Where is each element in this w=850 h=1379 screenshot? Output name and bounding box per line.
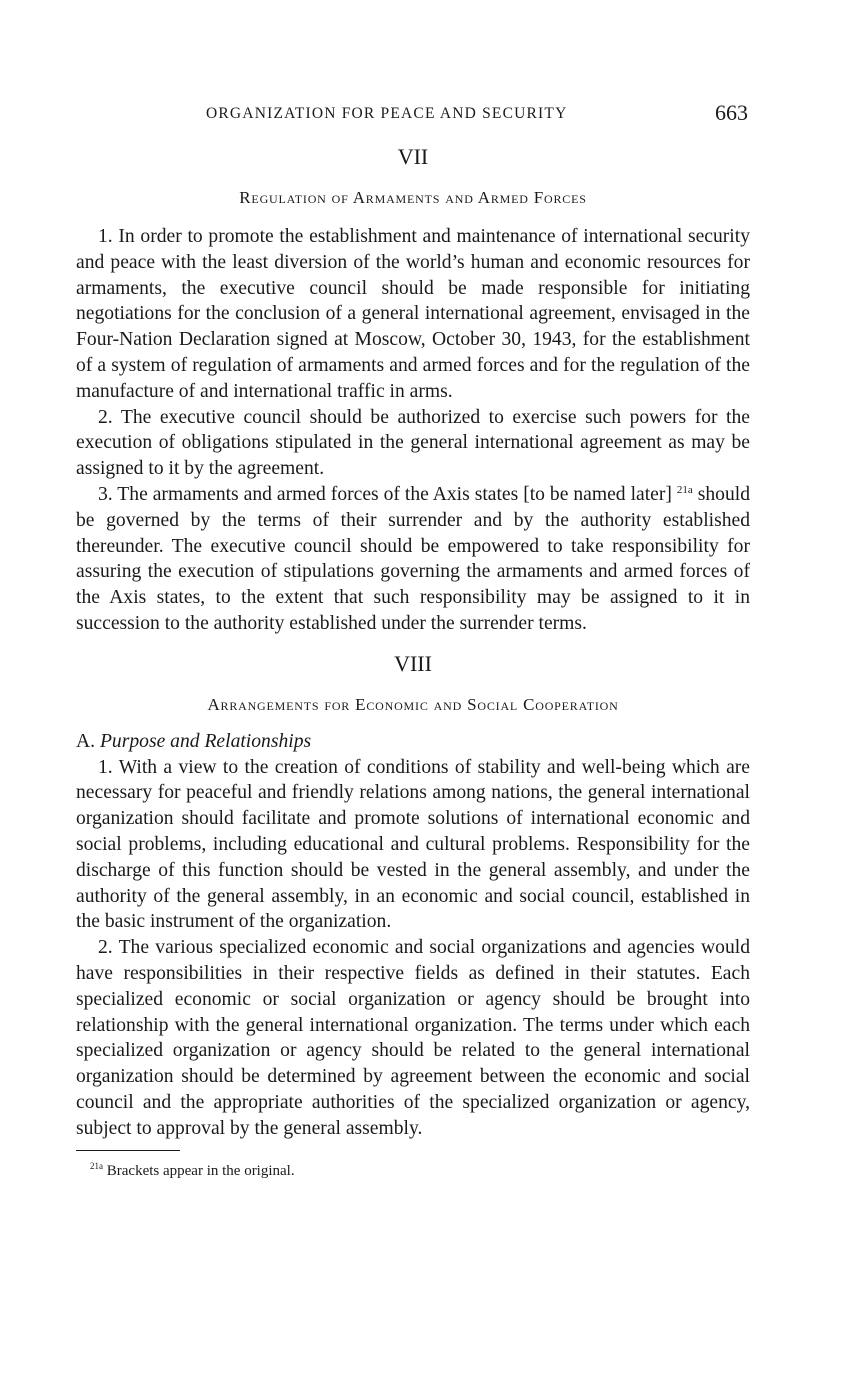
section-vii-paragraph-1: 1. In order to promote the establishment and maintenance of international security and peace with the least diversion of the world’s human and economic resources for armaments, the executive council should be made responsible for initiating negotiations for the conclusion of a general international agreement, envisaged in the Four-Nation Declaration signed at Moscow, October 30, 1943, for the establishment of a system of regulation of armaments and armed forces and for the regulation of the manufacture of and international traffic in arms. — [76, 226, 750, 402]
footnote-reference: 21a — [676, 483, 693, 496]
page-number: 663 — [715, 100, 748, 125]
running-head-title: ORGANIZATION FOR PEACE AND SECURITY — [206, 105, 568, 122]
section-viii-numeral: VIII — [394, 650, 432, 676]
section-vii-numeral: VII — [397, 144, 429, 169]
section-vii-title: Regulation of Armaments and Armed Forces — [239, 188, 587, 207]
section-viii-paragraph-2: 2. The various specialized economic and social organizations and agencies would have responsibilities in their respective fields as defined in their statutes. Each specialized economic or social organization or agency should be brought into relationship with the general international organization. The terms under which each specialized organization or agency should be related to the general international organization should be determined by agreement between the economic and social council and the appropriate authorities of the specialized organization or agency, subject to approval by the general assembly. — [76, 937, 750, 1139]
subsection-a-title: Purpose and Relationships — [99, 730, 312, 752]
subsection-a-letter: A. — [76, 730, 96, 752]
section-vii-paragraph-3 — [76, 482, 750, 637]
running-head — [76, 100, 750, 130]
subsection-a-heading — [76, 729, 750, 755]
footnote — [76, 1161, 750, 1181]
section-viii-paragraph-1: 1. With a view to the creation of conditions of stability and well-being which are necessary for peaceful and friendly relations among nations, the general international organization should facilitate and promote solutions of international economic and social problems, including educational and cultural problems. Responsibility for the discharge of this function should be vested in the general assembly, and under the authority of the general assembly, in an economic and social council, established in the basic instrument of the organization. — [76, 756, 750, 933]
footnote-marker: 21a — [90, 1160, 103, 1171]
paragraph-3-text-after-note: should be governed by the terms of their surrender and by the authority established thereunder. The executive council should be empowered to take responsibility for assuring the execution of stipulations governing the armaments and armed forces of the Axis states, to the extent that such responsibility may be assigned to it in succession to the authority established under the surrender terms. — [76, 483, 750, 634]
section-vii-paragraph-2: 2. The executive council should be authorized to exercise such powers for the execution of obligations stipulated in the general international agreement as may be assigned to it by the agreement. — [76, 406, 750, 480]
section-viii-title: Arrangements for Economic and Social Cooperation — [207, 694, 619, 714]
book-page — [76, 0, 750, 1181]
footnote-text: Brackets appear in the original. — [106, 1162, 295, 1179]
paragraph-3-text-before-note: 3. The armaments and armed forces of the Axis states [to be named later] — [98, 483, 672, 505]
footnote-divider — [76, 1150, 180, 1151]
